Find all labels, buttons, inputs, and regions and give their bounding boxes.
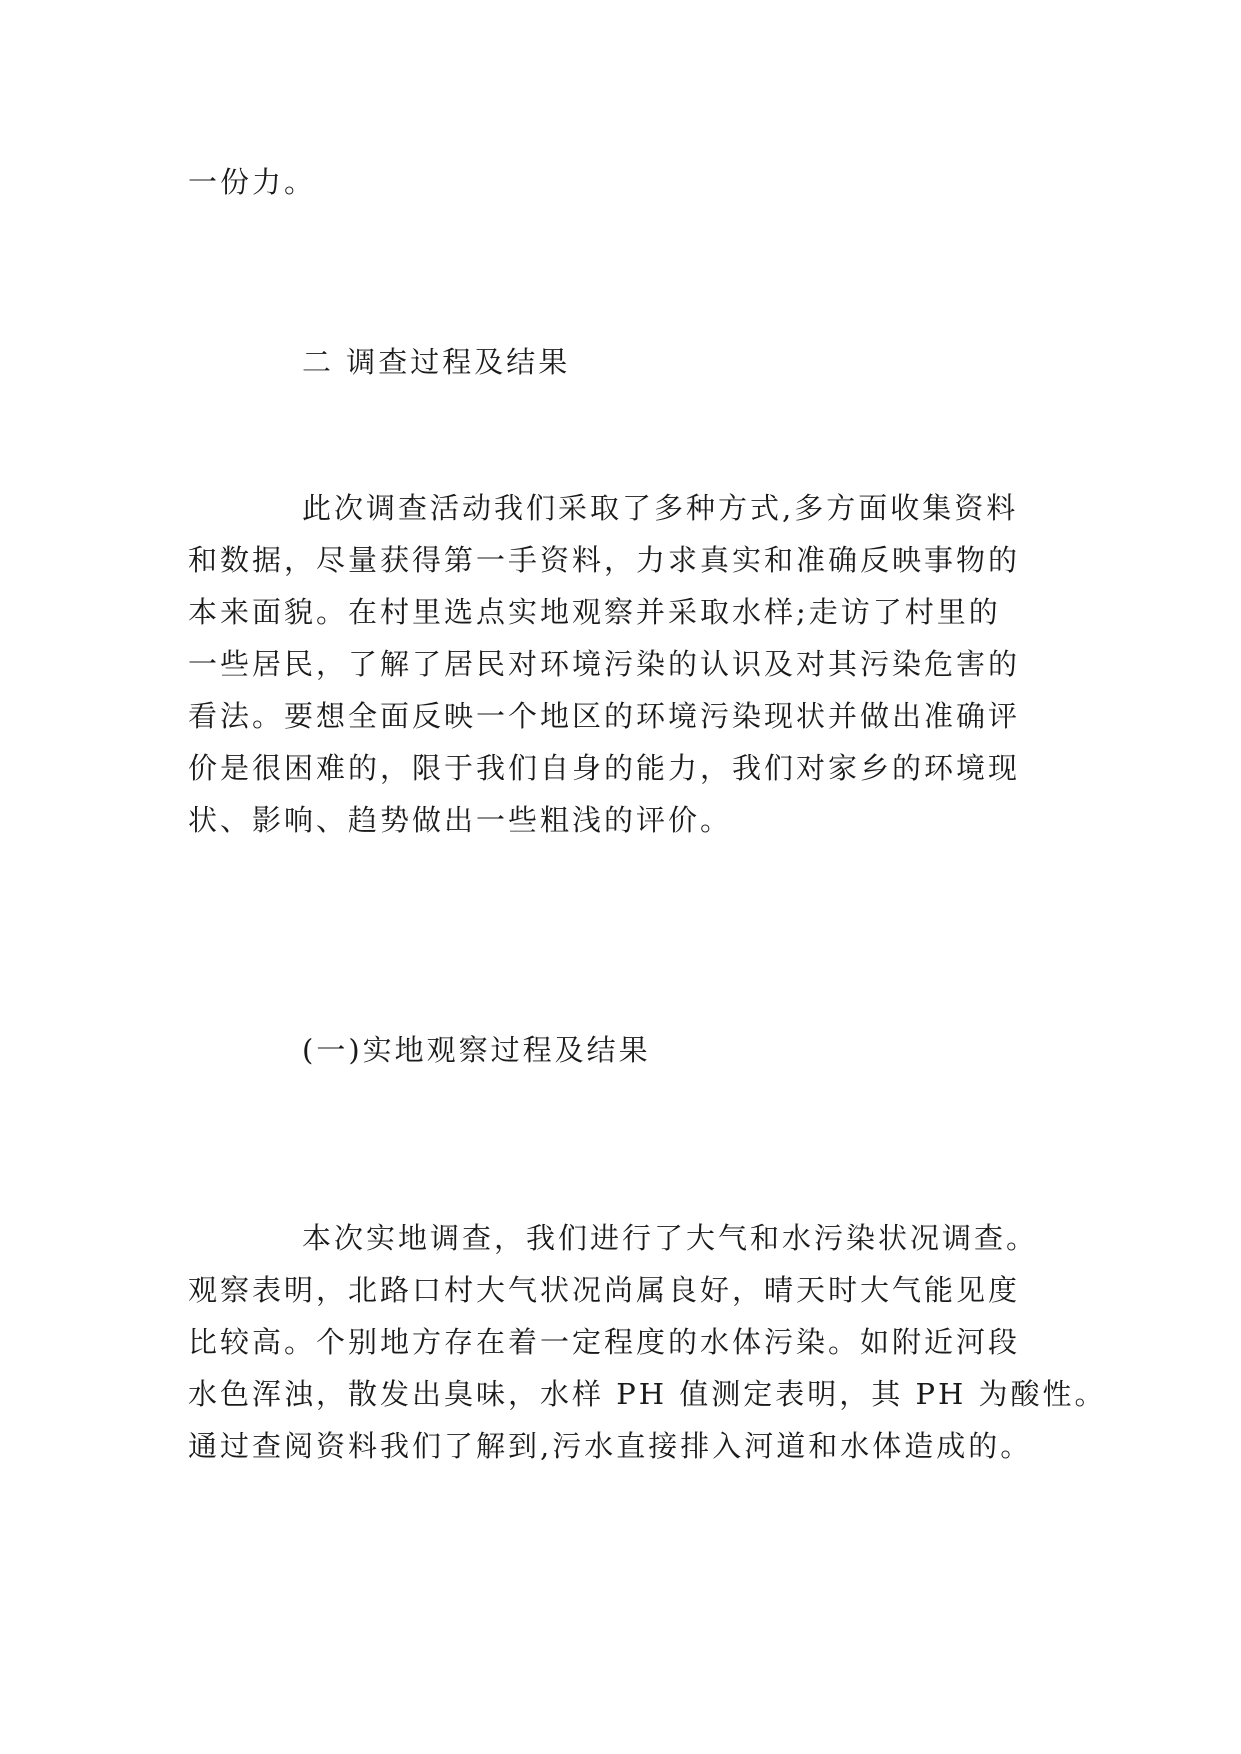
section-heading: 二 调查过程及结果 — [302, 345, 571, 379]
paragraph-line: 价是很困难的，限于我们自身的能力，我们对家乡的环境现 — [188, 751, 1021, 785]
paragraph-line: 水色浑浊，散发出臭味，水样 PH 值测定表明，其 PH 为酸性。 — [188, 1377, 1107, 1411]
continuation-line: 一份力。 — [188, 165, 317, 199]
paragraph-line: 比较高。个别地方存在着一定程度的水体污染。如附近河段 — [188, 1325, 1021, 1359]
paragraph-line: 一些居民，了解了居民对环境污染的认识及对其污染危害的 — [188, 647, 1021, 681]
paragraph-line: 本来面貌。在村里选点实地观察并采取水样;走访了村里的 — [188, 595, 1001, 629]
subsection-heading: (一)实地观察过程及结果 — [302, 1033, 651, 1067]
paragraph-line: 看法。要想全面反映一个地区的环境污染现状并做出准确评 — [188, 699, 1021, 733]
paragraph-line: 观察表明，北路口村大气状况尚属良好，晴天时大气能见度 — [188, 1273, 1021, 1307]
paragraph-line: 通过查阅资料我们了解到,污水直接排入河道和水体造成的。 — [188, 1429, 1033, 1463]
paragraph-line: 和数据，尽量获得第一手资料，力求真实和准确反映事物的 — [188, 543, 1021, 577]
paragraph-line: 状、影响、趋势做出一些粗浅的评价。 — [188, 803, 733, 837]
paragraph-line: 此次调查活动我们采取了多种方式,多方面收集资料 — [302, 491, 1019, 525]
paragraph-line: 本次实地调查，我们进行了大气和水污染状况调查。 — [302, 1221, 1039, 1255]
